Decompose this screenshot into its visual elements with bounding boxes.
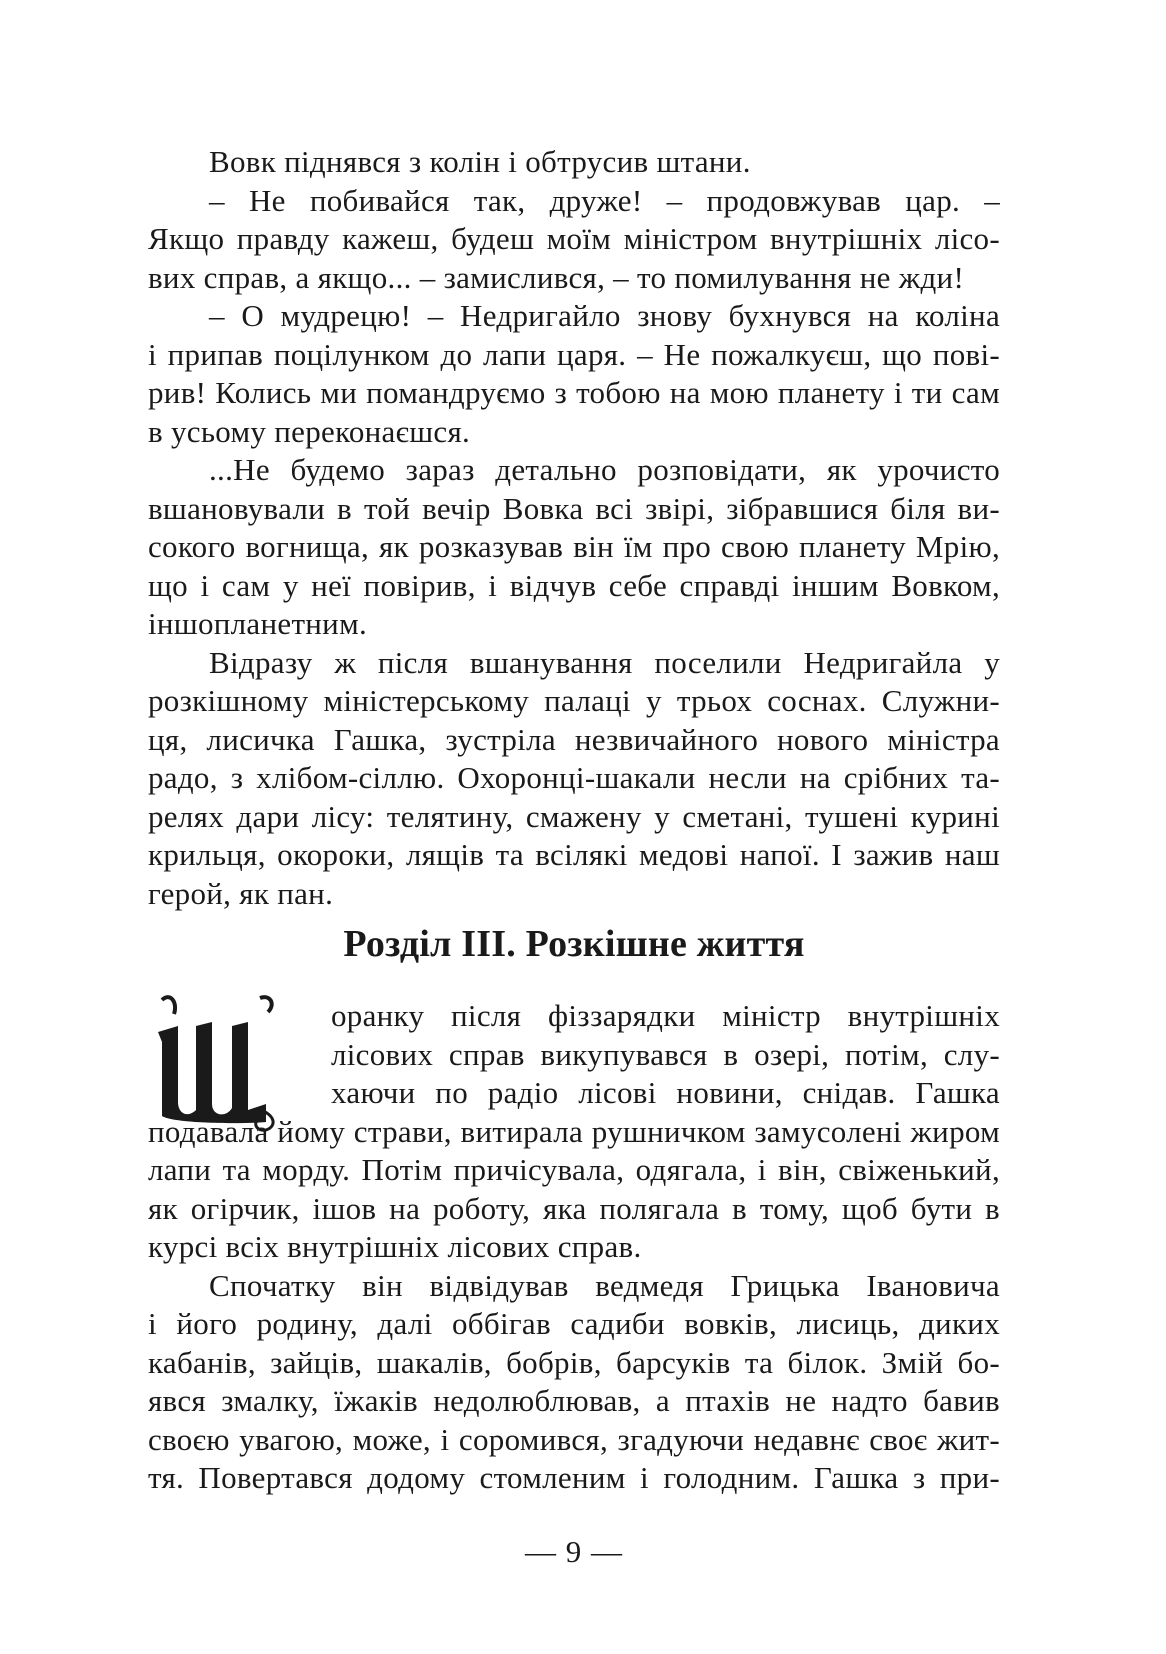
text-line: герой, як пан. xyxy=(148,875,334,911)
text-line: кабанів, зайців, шакалів, бобрів, барсуків та білок. Змій бо- xyxy=(148,1344,1000,1380)
book-page xyxy=(148,0,1000,1654)
text-line: – Не побивайся так, друже! – продовжував цар. – xyxy=(209,182,1000,218)
text-line: іншопланетним. xyxy=(148,606,368,641)
text-line: і його родину, далі оббігав садиби вовків, лисиць, диких xyxy=(148,1306,1000,1341)
body-text-top xyxy=(148,143,1000,913)
text-line: що і сам у неї повірив, і відчув себе справді іншим Вовком, xyxy=(148,567,1000,603)
chapter-title: Розділ III. Розкішне життя xyxy=(343,923,805,965)
text-line: Якщо правду кажеш, будеш моїм міністром внутрішніх лісо- xyxy=(148,221,1000,256)
text-line: лісових справ викупувався в озері, потім, слу- xyxy=(331,1036,1000,1072)
text-line: релях дари лісу: телятину, смажену у сметані, тушені курині xyxy=(148,798,1000,834)
text-line: Спочатку він відвідував ведмедя Грицька Івановича xyxy=(209,1267,1000,1303)
text-line: радо, з хлібом-сіллю. Охоронці-шакали несли на срібних та- xyxy=(148,760,1000,795)
text-line: крильця, окороки, лящів та всілякі медові напої. І зажив наш xyxy=(148,837,1000,872)
text-line: Відразу ж після вшанування поселили Недригайла у xyxy=(209,644,1000,680)
text-line: рив! Колись ми помандруємо з тобою на мою планету і ти сам xyxy=(148,375,1000,410)
text-line: в усьому переконаєшся. xyxy=(148,413,471,449)
text-line: подавала йому страви, витирала рушничком замусолені жиром xyxy=(148,1113,1000,1149)
text-line: тя. Повертався додому стомленим і голодним. Гашка з при- xyxy=(148,1460,1000,1495)
text-line: як огірчик, ішов на роботу, яка полягала в тому, щоб бути в xyxy=(148,1190,1000,1226)
text-line: розкішному міністерському палаці у трьох соснах. Служни- xyxy=(148,683,1000,718)
text-line: сокого вогнища, як розказував він їм про свою планету Мрію, xyxy=(148,529,1000,564)
page-number: — 9 — xyxy=(525,1534,623,1569)
text-line: Вовк піднявся з колін і обтрусив штани. xyxy=(209,144,751,179)
text-line: своєю увагою, може, і соромився, згадуючи недавнє своє жит- xyxy=(148,1421,1000,1457)
text-line: явся змалку, їжаків недолюблював, а птахів не надто бавив xyxy=(148,1383,1000,1418)
text-line: оранку після фіззарядки міністр внутрішніх xyxy=(331,998,1000,1033)
text-line: вшановували в той вечір Вовка всі звірі, зібравшися біля ви- xyxy=(148,490,1000,526)
text-line: вих справ, а якщо... – замислився, – то помилування не жди! xyxy=(148,259,965,295)
text-line: лапи та морду. Потім причісувала, одягала, і він, свіженький, xyxy=(148,1152,1000,1187)
text-line: хаючи по радіо лісові новини, снідав. Гашка xyxy=(331,1075,1000,1110)
text-line: курсі всіх внутрішніх лісових справ. xyxy=(148,1229,642,1264)
body-text-bottom xyxy=(148,997,1000,1498)
text-line: – О мудрецю! – Недригайло знову бухнувся на коліна xyxy=(209,298,1000,333)
text-line: ця, лисичка Гашка, зустріла незвичайного нового міністра xyxy=(148,721,1000,757)
text-line: і припав поцілунком до лапи царя. – Не пожалкуєш, що пові- xyxy=(148,336,1000,372)
text-line: ...Не будемо зараз детально розповідати, як урочисто xyxy=(209,452,1000,487)
